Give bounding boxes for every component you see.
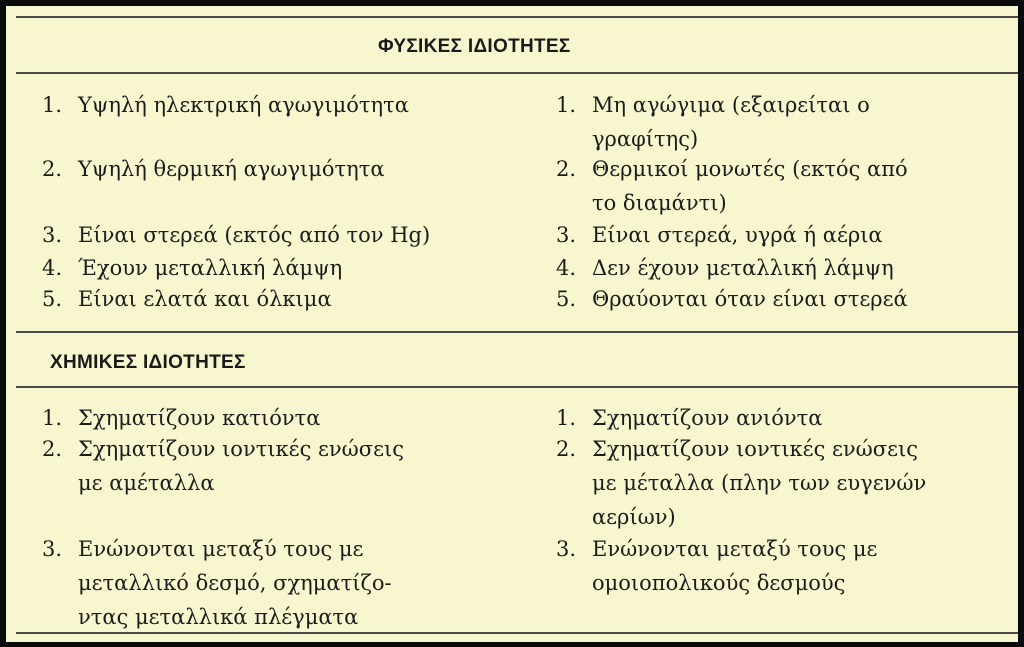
physical-metal-item-4: 4. Έχουν μεταλλική λάμψη xyxy=(42,256,343,280)
chemical-metal-item-3: 3. Ενώνονται μεταξύ τους με μεταλλικό δεσμό, σχηματίζο- ντας μεταλλικά πλέγματα xyxy=(42,537,392,629)
chemical-nonmetal-item-2: 2. Σχηματίζουν ιοντικές ενώσεις με μέταλλα (πλην των ευγενών αερίων) xyxy=(556,437,927,529)
divider-physical-header xyxy=(16,72,1018,74)
physical-nonmetal-item-1: 1. Μη αγώγιμα (εξαιρείται ο γραφίτης) xyxy=(556,93,870,151)
divider-chemical-header xyxy=(16,386,1018,388)
physical-nonmetal-item-3: 3. Είναι στερεά, υγρά ή αέρια xyxy=(556,223,883,247)
chemical-metal-item-1: 1. Σχηματίζουν κατιόντα xyxy=(42,406,321,430)
physical-nonmetal-item-5: 5. Θραύονται όταν είναι στερεά xyxy=(556,287,908,311)
chemical-properties-title: ΧΗΜΙΚΕΣ ΙΔΙΟΤΗΤΕΣ xyxy=(50,352,246,373)
physical-metal-item-2: 2. Υψηλή θερμική αγωγιμότητα xyxy=(42,157,385,181)
physical-properties-title: ΦΥΣΙΚΕΣ ΙΔΙΟΤΗΤΕΣ xyxy=(378,36,571,57)
chemical-nonmetal-item-3: 3. Ενώνονται μεταξύ τους με ομοιοπολικούς δεσμούς xyxy=(556,537,878,595)
chemical-metal-item-2: 2. Σχηματίζουν ιοντικές ενώσεις με αμέταλλα xyxy=(42,437,404,495)
divider-before-chemical xyxy=(16,331,1018,333)
physical-metal-item-3: 3. Είναι στερεά (εκτός από τον Hg) xyxy=(42,223,431,247)
properties-table xyxy=(6,6,1018,642)
top-rule xyxy=(16,16,1018,18)
bottom-rule xyxy=(16,632,1018,634)
physical-metal-item-5: 5. Είναι ελατά και όλκιμα xyxy=(42,287,332,311)
physical-nonmetal-item-2: 2. Θερμικοί μονωτές (εκτός από το διαμάντι) xyxy=(556,157,908,215)
physical-metal-item-1: 1. Υψηλή ηλεκτρική αγωγιμότητα xyxy=(42,93,409,117)
chemical-nonmetal-item-1: 1. Σχηματίζουν ανιόντα xyxy=(556,406,823,430)
physical-nonmetal-item-4: 4. Δεν έχουν μεταλλική λάμψη xyxy=(556,256,894,280)
